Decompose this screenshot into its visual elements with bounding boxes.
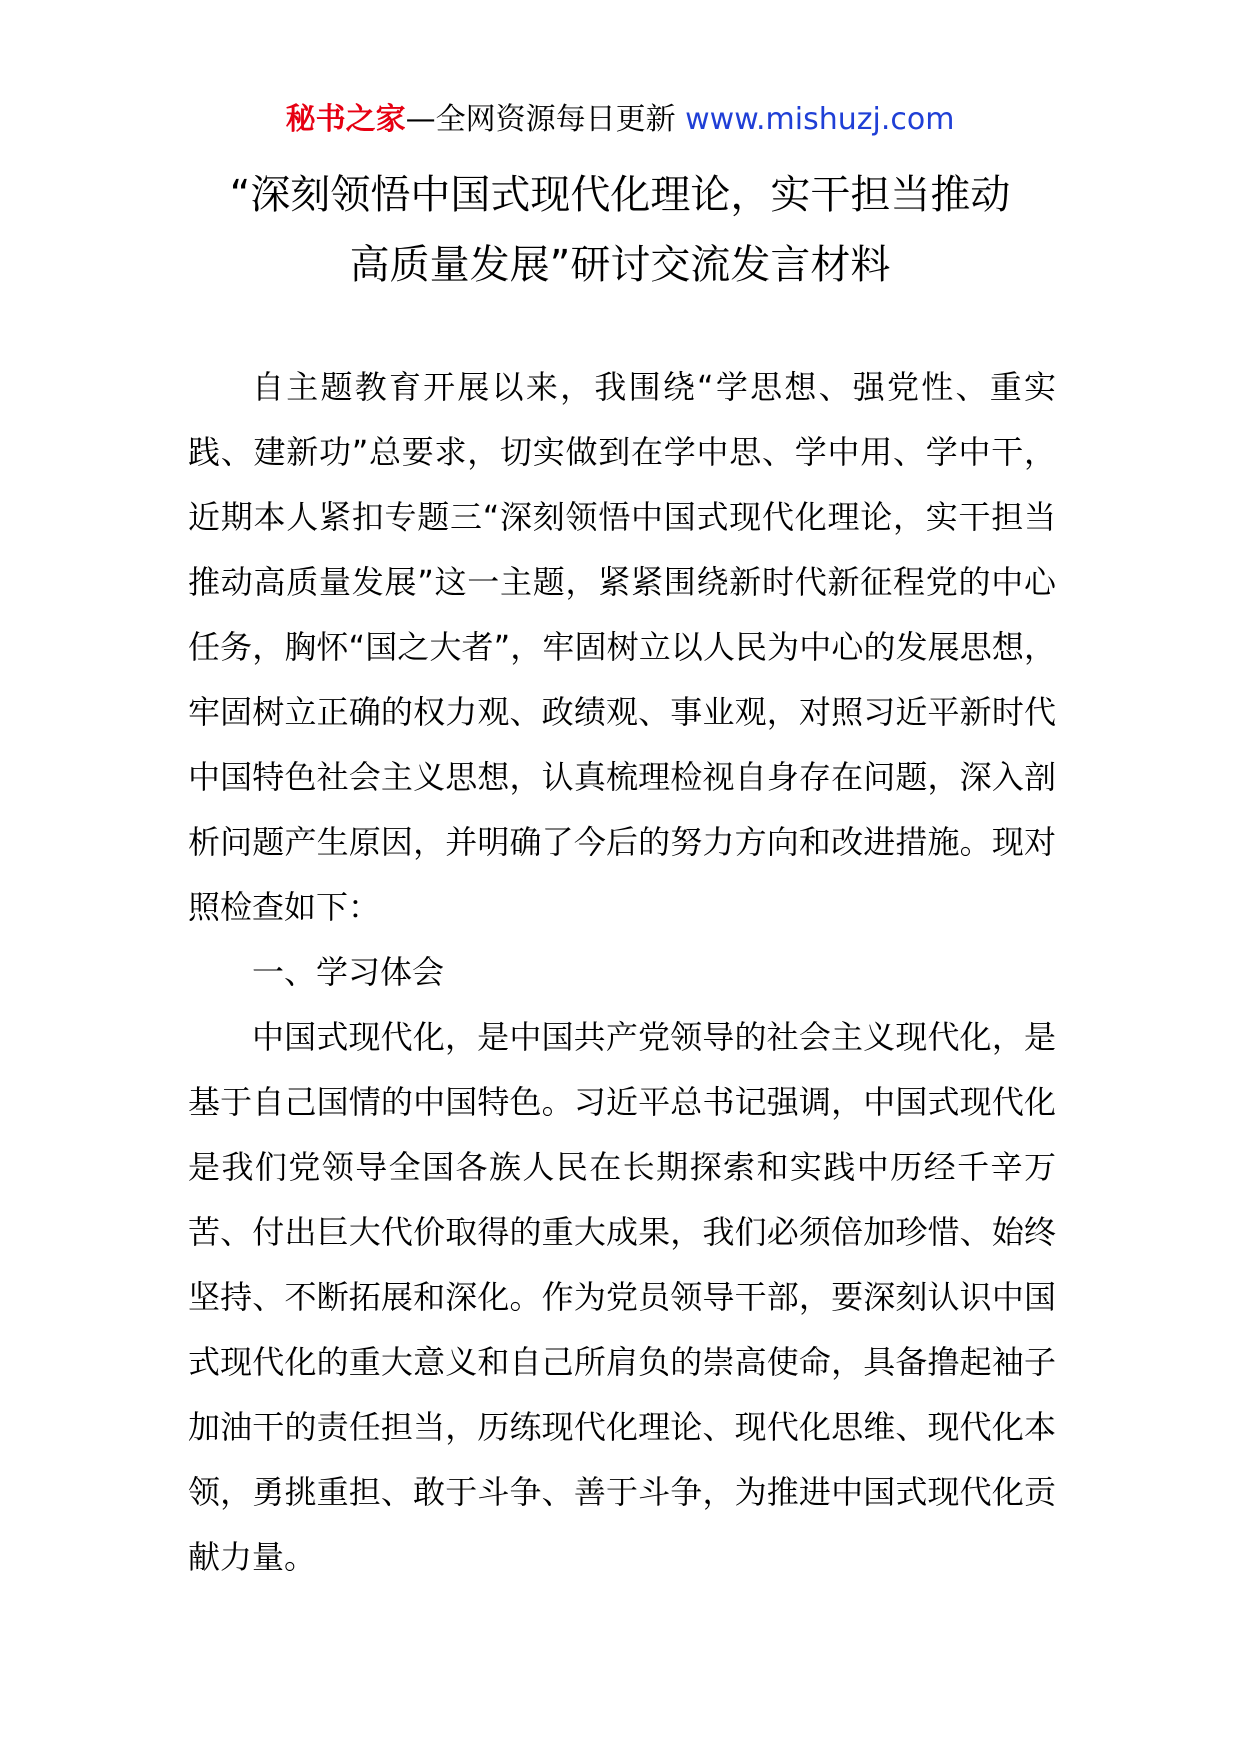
site-url: www.mishuzj.com <box>685 102 955 137</box>
body-paragraph: 中国式现代化，是中国共产党领导的社会主义现代化，是基于自己国情的中国特色。习近平总书记强调，中国式现代化是我们党领导全国各族人民在长期探索和实践中历经千辛万苦、付出巨大代价取得的重大成果，我们必须倍加珍惜、始终坚持、不断拓展和深化。作为党员领导干部，要深刻认识中国式现代化的重大意义和自己所肩负的崇高使命，具备撸起袖子加油干的责任担当，历练现代化理论、现代化思维、现代化本领，勇挑重担、敢于斗争、善于斗争，为推进中国式现代化贡献力量。 <box>188 1018 1056 1576</box>
title-line-2: 高质量发展”研讨交流发言材料 <box>349 242 891 288</box>
intro-paragraph: 自主题教育开展以来，我围绕“学思想、强党性、重实践、建新功”总要求，切实做到在学中思、学中用、学中干，近期本人紧扣专题三“深刻领悟中国式现代化理论，实干担当推动高质量发展”这一主题，紧紧围绕新时代新征程党的中心任务，胸怀“国之大者”，牢固树立以人民为中心的发展思想，牢固树立正确的权力观、政绩观、事业观，对照习近平新时代中国特色社会主义思想，认真梳理检视自身存在问题，深入剖析问题产生原因，并明确了今后的努力方向和改进措施。现对照检查如下： <box>188 368 1056 926</box>
watermark-header <box>0 100 1240 140</box>
document-body <box>188 355 1056 1590</box>
title-line-1: “深刻领悟中国式现代化理论，实干担当推动 <box>229 172 1011 218</box>
brand-name: 秘书之家 <box>285 102 406 137</box>
document-title <box>120 160 1120 300</box>
section-heading: 一、学习体会 <box>252 953 445 991</box>
header-tagline: —全网资源每日更新 <box>405 102 686 137</box>
